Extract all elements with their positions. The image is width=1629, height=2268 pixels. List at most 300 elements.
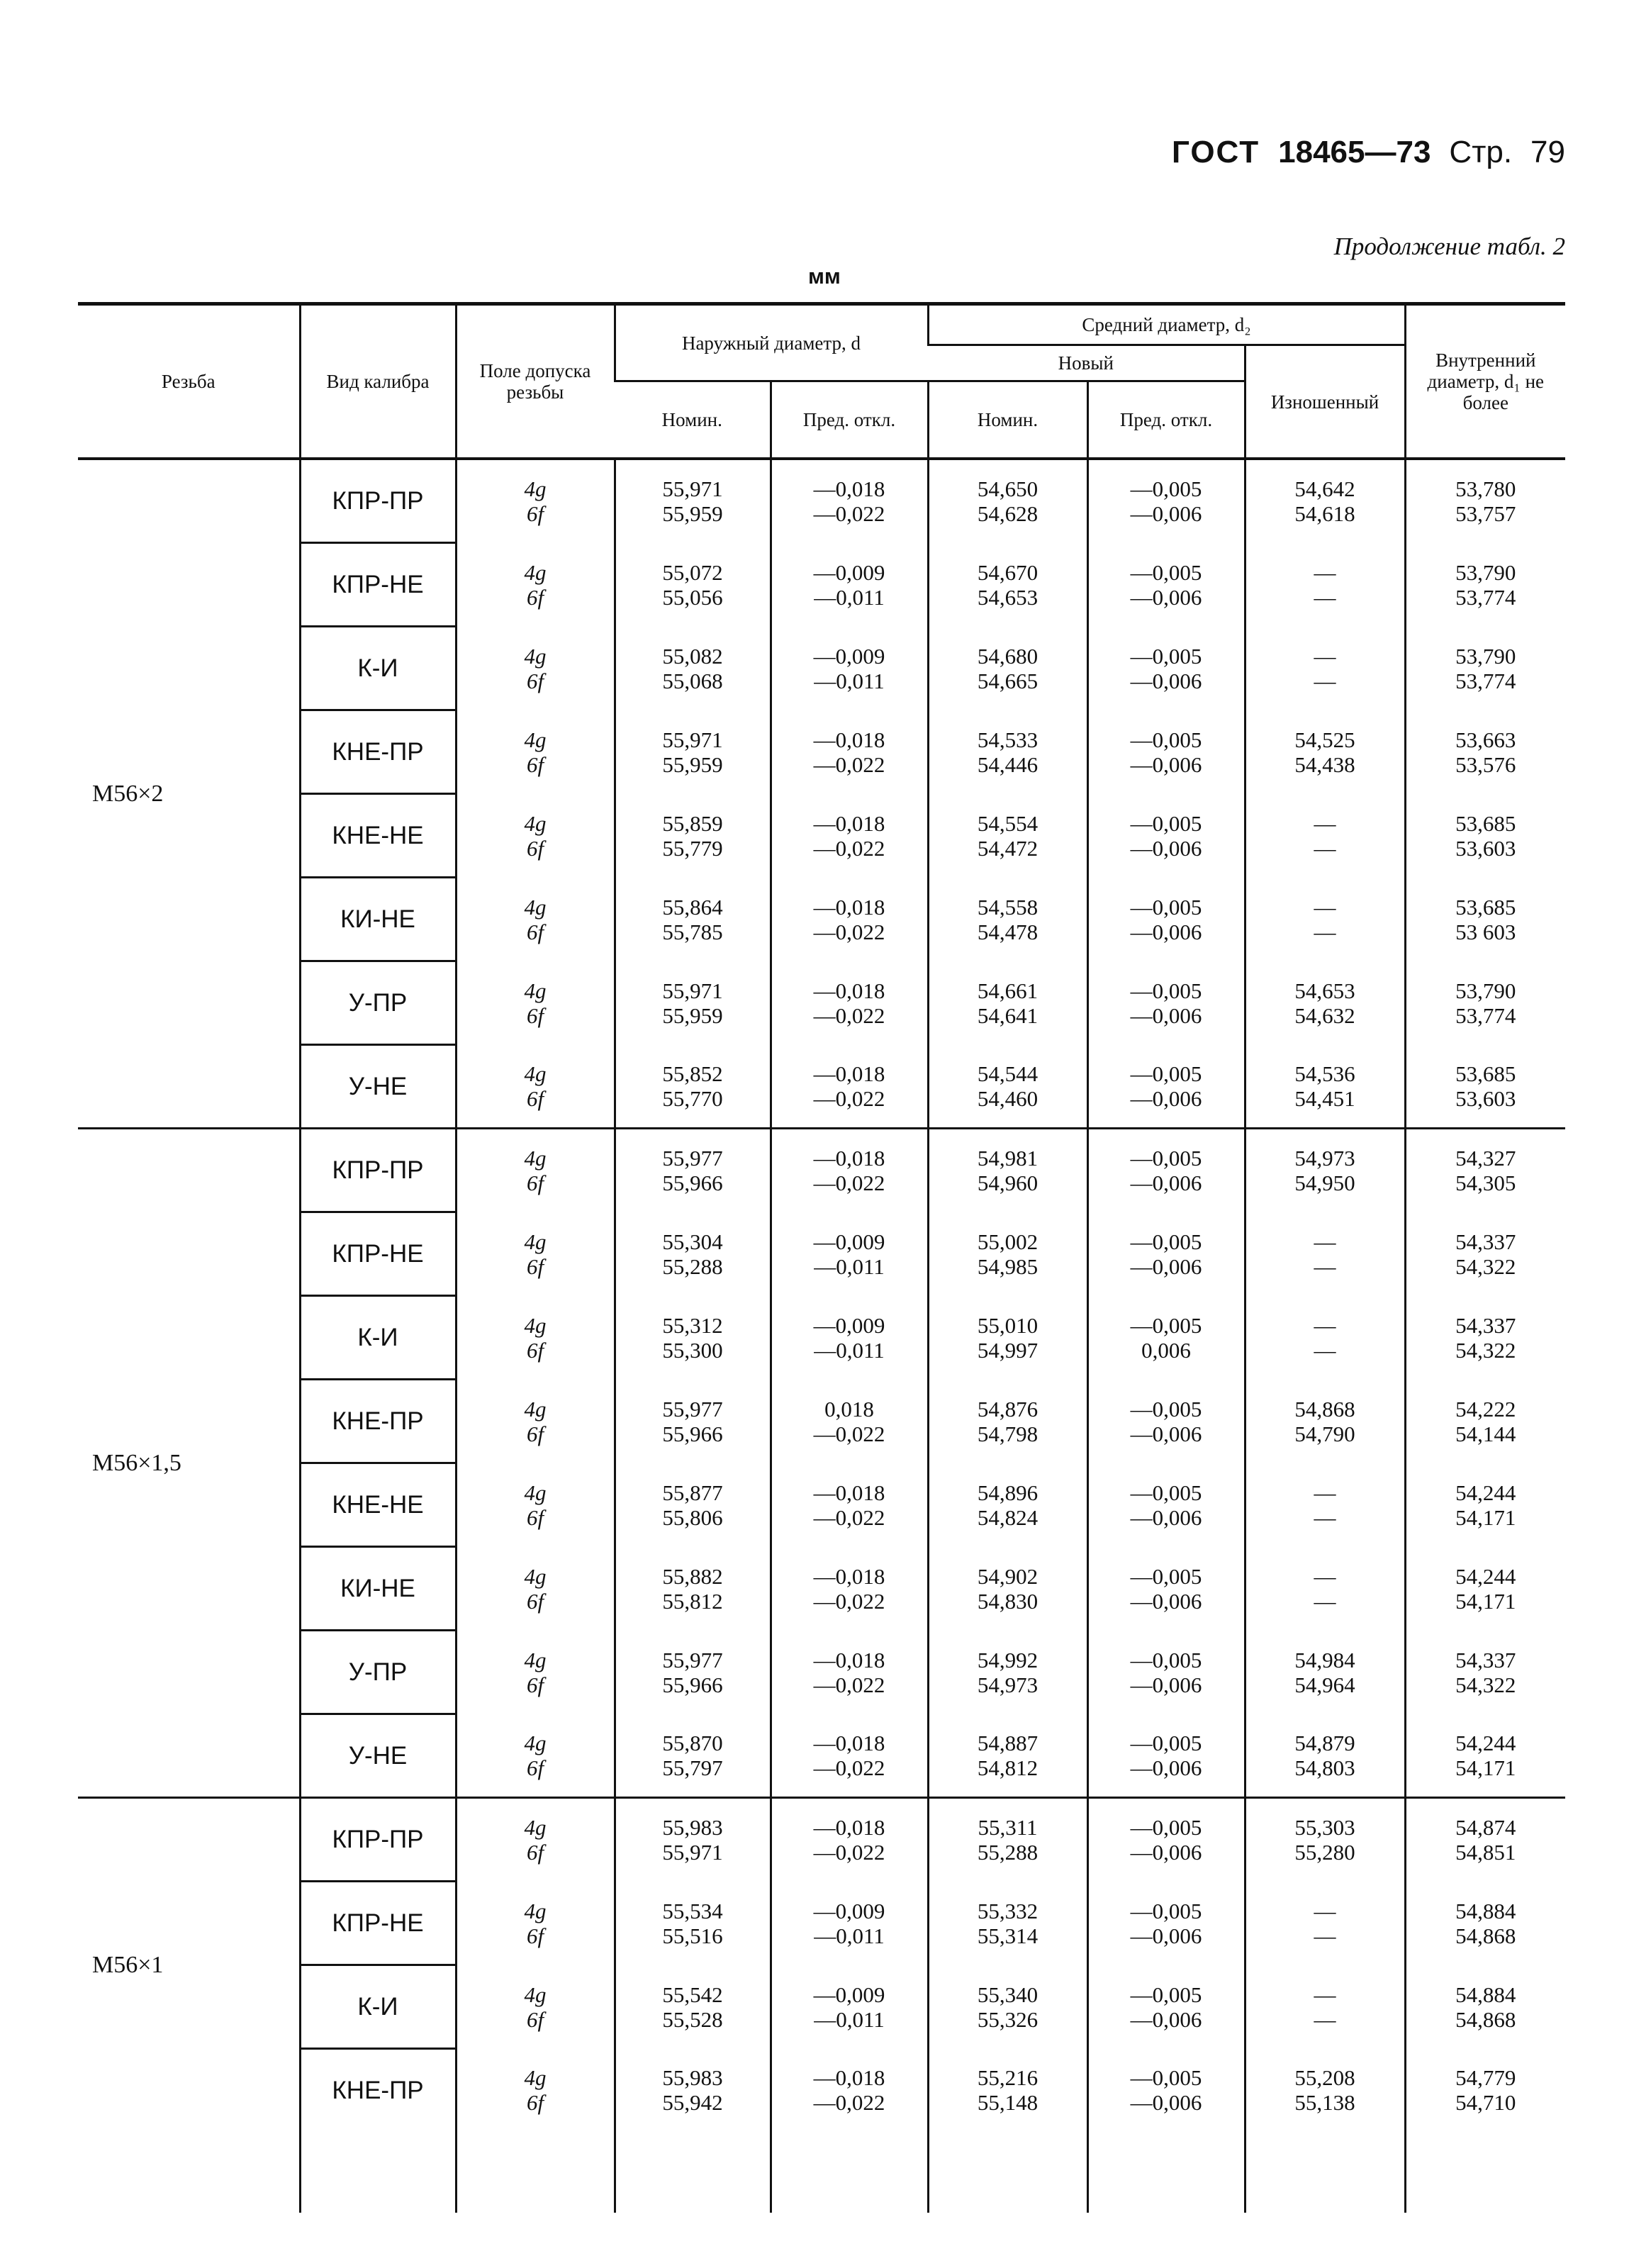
tolerance-field-value: 4g — [524, 1480, 547, 1505]
pitch-diameter-nominal-cell — [928, 1296, 1087, 1380]
pitch-diameter-worn-value: 54,879 — [1294, 1730, 1355, 1755]
table-row — [78, 1631, 1565, 1714]
pitch-diameter-nominal-cell — [928, 1045, 1087, 1129]
pitch-diameter-deviation-value: —0,005 — [1130, 1647, 1202, 1672]
table-row — [78, 1547, 1565, 1631]
outer-diameter-deviation-value: —0,022 — [813, 835, 885, 861]
outer-diameter-deviation-value: —0,018 — [813, 727, 885, 752]
outer-diameter-deviation-value: —0,022 — [813, 2089, 885, 2115]
tolerance-field-cell — [456, 2049, 615, 2132]
outer-diameter-deviation-value: —0,011 — [814, 1923, 885, 1948]
table-row — [78, 1380, 1565, 1463]
pitch-diameter-deviation-value: —0,006 — [1130, 1253, 1202, 1279]
pitch-diameter-nominal-cell — [928, 1714, 1087, 1798]
pitch-diameter-worn-value: — — [1314, 1312, 1336, 1338]
empty-cell — [1245, 2131, 1405, 2213]
pitch-diameter-deviation-value: —0,006 — [1130, 1002, 1202, 1028]
outer-diameter-nominal-cell — [615, 794, 771, 878]
pitch-diameter-worn-value: — — [1314, 1253, 1336, 1279]
pitch-diameter-deviation-value: —0,006 — [1130, 1923, 1202, 1948]
pitch-diameter-deviation-value: —0,006 — [1130, 2089, 1202, 2115]
table-continuation-note: Продолжение табл. 2 — [1333, 233, 1565, 260]
gauge-type: КИ-НЕ — [300, 1547, 456, 1631]
outer-diameter-deviation-value: —0,022 — [813, 1421, 885, 1446]
pitch-diameter-worn-value: 54,536 — [1294, 1061, 1355, 1086]
outer-diameter-deviation-value: —0,018 — [813, 2065, 885, 2090]
pitch-diameter-deviation-value: —0,005 — [1130, 1898, 1202, 1923]
pitch-diameter-nominal-value: 55,314 — [977, 1923, 1039, 1948]
pitch-diameter-deviation-value: —0,005 — [1130, 1229, 1202, 1254]
gauge-type: К-И — [300, 1965, 456, 2049]
inner-diameter-value: 53,685 — [1455, 1061, 1516, 1086]
gauge-type: КНЕ-НЕ — [300, 1463, 456, 1547]
tolerance-field-value: 4g — [524, 1146, 547, 1171]
units-label: мм — [808, 264, 841, 289]
pitch-diameter-deviation-cell — [1087, 1212, 1245, 1296]
pitch-diameter-nominal-value: 54,960 — [977, 1171, 1039, 1196]
pitch-diameter-worn-cell — [1245, 627, 1405, 710]
pitch-diameter-nominal-cell — [928, 627, 1087, 710]
outer-diameter-nominal-value: 55,534 — [662, 1898, 723, 1923]
gauge-type: У-НЕ — [300, 1045, 456, 1129]
pitch-diameter-nominal-value: 54,887 — [977, 1730, 1039, 1755]
pitch-diameter-nominal-value: 54,876 — [977, 1396, 1039, 1421]
tolerance-field-value: 4g — [524, 643, 547, 669]
pitch-diameter-deviation-value: —0,006 — [1130, 919, 1202, 944]
outer-diameter-deviation-cell — [771, 1129, 928, 1212]
outer-diameter-nominal-cell — [615, 2049, 771, 2132]
pitch-diameter-worn-value: — — [1314, 1588, 1336, 1614]
tolerance-field-cell — [456, 794, 615, 878]
inner-diameter-value: 54,779 — [1455, 2065, 1516, 2090]
outer-diameter-nominal-cell — [615, 459, 771, 543]
outer-diameter-deviation-value: —0,009 — [813, 1229, 885, 1254]
outer-diameter-nominal-value: 55,864 — [662, 894, 723, 920]
pitch-diameter-worn-value: 54,984 — [1294, 1647, 1355, 1672]
outer-diameter-nominal-value: 55,797 — [662, 1755, 723, 1780]
gauge-type: КНЕ-ПР — [300, 1380, 456, 1463]
outer-diameter-nominal-value: 55,516 — [662, 1923, 723, 1948]
pitch-diameter-deviation-cell — [1087, 794, 1245, 878]
outer-diameter-deviation-cell — [771, 543, 928, 627]
outer-diameter-deviation-cell — [771, 1547, 928, 1631]
tolerance-field-value: 6f — [526, 1923, 544, 1948]
gauge-type: КНЕ-ПР — [300, 2049, 456, 2132]
pitch-diameter-worn-value: 54,642 — [1294, 476, 1355, 502]
pitch-diameter-nominal-cell — [928, 1380, 1087, 1463]
pitch-diameter-nominal-cell — [928, 1463, 1087, 1547]
thread-size: М56×1,5 — [78, 1129, 300, 1798]
pitch-diameter-nominal-value: 55,216 — [977, 2065, 1039, 2090]
pitch-diameter-nominal-value: 55,288 — [977, 1840, 1039, 1865]
pitch-diameter-deviation-cell — [1087, 1380, 1245, 1463]
pitch-diameter-nominal-value: 54,680 — [977, 643, 1039, 669]
tolerance-field-cell — [456, 1380, 615, 1463]
pitch-diameter-worn-cell — [1245, 2049, 1405, 2132]
outer-diameter-deviation-value: —0,022 — [813, 1840, 885, 1865]
pitch-diameter-worn-value: 54,618 — [1294, 501, 1355, 527]
inner-diameter-value: 53,790 — [1455, 978, 1516, 1003]
outer-diameter-nominal-value: 55,882 — [662, 1563, 723, 1589]
outer-diameter-deviation-value: —0,009 — [813, 559, 885, 585]
outer-diameter-deviation-value: —0,018 — [813, 1480, 885, 1505]
pitch-diameter-deviation-value: —0,006 — [1130, 1421, 1202, 1446]
pitch-diameter-deviation-cell — [1087, 878, 1245, 961]
pitch-diameter-worn-value: 54,964 — [1294, 1672, 1355, 1697]
outer-diameter-nominal-value: 55,870 — [662, 1730, 723, 1755]
standard-number: 18465—73 — [1278, 135, 1431, 169]
outer-diameter-deviation-value: —0,022 — [813, 919, 885, 944]
outer-diameter-nominal-cell — [615, 1631, 771, 1714]
outer-diameter-deviation-value: —0,011 — [814, 668, 885, 693]
inner-diameter-value: 54,884 — [1455, 1898, 1516, 1923]
tolerance-field-value: 4g — [524, 1563, 547, 1589]
pitch-diameter-worn-cell — [1245, 543, 1405, 627]
pitch-diameter-nominal-value: 54,798 — [977, 1421, 1039, 1446]
tolerance-field-value: 6f — [526, 501, 544, 527]
pitch-diameter-worn-cell — [1245, 1463, 1405, 1547]
gauge-type: К-И — [300, 627, 456, 710]
outer-diameter-deviation-value: —0,022 — [813, 1672, 885, 1697]
empty-cell — [78, 2131, 300, 2213]
outer-diameter-nominal-value: 55,779 — [662, 835, 723, 861]
tolerance-field-cell — [456, 878, 615, 961]
outer-diameter-deviation-value: —0,009 — [813, 1312, 885, 1338]
outer-diameter-nominal-cell — [615, 1212, 771, 1296]
inner-diameter-value: 54,144 — [1455, 1421, 1516, 1446]
pitch-diameter-nominal-value: 54,812 — [977, 1755, 1039, 1780]
pitch-diameter-nominal-value: 54,896 — [977, 1480, 1039, 1505]
pitch-diameter-worn-value: 54,803 — [1294, 1755, 1355, 1780]
outer-diameter-nominal-value: 55,812 — [662, 1588, 723, 1614]
gauge-type: КПР-НЕ — [300, 543, 456, 627]
pitch-diameter-nominal-value: 55,326 — [977, 2006, 1039, 2032]
table-row — [78, 627, 1565, 710]
column-outer-nominal: Номин. — [661, 409, 722, 430]
pitch-diameter-worn-value: — — [1314, 559, 1336, 585]
pitch-diameter-nominal-value: 54,997 — [977, 1337, 1039, 1363]
outer-diameter-deviation-cell — [771, 2049, 928, 2132]
column-outer-deviation: Пред. откл. — [771, 381, 928, 458]
inner-diameter-value: 53,685 — [1455, 894, 1516, 920]
outer-diameter-nominal-value: 55,304 — [662, 1229, 723, 1254]
inner-diameter-value: 54,244 — [1455, 1730, 1516, 1755]
pitch-diameter-nominal-cell — [928, 459, 1087, 543]
table-row — [78, 1129, 1565, 1212]
table-row — [78, 1296, 1565, 1380]
outer-diameter-nominal-cell — [615, 1129, 771, 1212]
inner-diameter-value: 54,868 — [1455, 1923, 1516, 1948]
pitch-diameter-deviation-value: —0,006 — [1130, 584, 1202, 610]
gauge-type: У-ПР — [300, 961, 456, 1045]
pitch-diameter-deviation-value: —0,005 — [1130, 1730, 1202, 1755]
inner-diameter-cell — [1405, 627, 1565, 710]
outer-diameter-nominal-value: 55,942 — [662, 2089, 723, 2115]
tolerance-field-cell — [456, 627, 615, 710]
outer-diameter-deviation-value: —0,022 — [813, 1504, 885, 1530]
outer-diameter-deviation-value: —0,011 — [814, 2006, 885, 2032]
outer-diameter-nominal-value: 55,983 — [662, 2065, 723, 2090]
outer-diameter-nominal-value: 55,877 — [662, 1480, 723, 1505]
pitch-diameter-deviation-value: —0,005 — [1130, 476, 1202, 502]
pitch-diameter-deviation-cell — [1087, 1463, 1245, 1547]
pitch-diameter-nominal-value: 54,478 — [977, 919, 1039, 944]
pitch-diameter-worn-value: 54,438 — [1294, 752, 1355, 777]
pitch-diameter-worn-cell — [1245, 961, 1405, 1045]
outer-diameter-nominal-value: 55,082 — [662, 643, 723, 669]
tolerance-field-value: 6f — [526, 1840, 544, 1865]
tolerance-field-value: 6f — [526, 1588, 544, 1614]
tolerance-field-value: 6f — [526, 1253, 544, 1279]
column-tolerance-field: Поле допуска резьбы — [456, 304, 615, 458]
table-row — [78, 1714, 1565, 1798]
outer-diameter-nominal-value: 55,542 — [662, 1982, 723, 2007]
outer-diameter-deviation-value: —0,022 — [813, 1002, 885, 1028]
pitch-diameter-worn-cell — [1245, 1798, 1405, 1882]
page-number: 79 — [1530, 135, 1565, 169]
outer-diameter-deviation-value: 0,018 — [824, 1396, 874, 1421]
outer-diameter-nominal-value: 55,312 — [662, 1312, 723, 1338]
inner-diameter-value: 54,322 — [1455, 1337, 1516, 1363]
pitch-diameter-deviation-cell — [1087, 1129, 1245, 1212]
pitch-diameter-deviation-cell — [1087, 1714, 1245, 1798]
pitch-diameter-nominal-cell — [928, 1965, 1087, 2049]
pitch-diameter-worn-value: 54,868 — [1294, 1396, 1355, 1421]
tolerance-field-cell — [456, 1045, 615, 1129]
empty-cell — [1405, 2131, 1565, 2213]
pitch-diameter-worn-value: — — [1314, 1982, 1336, 2007]
pitch-diameter-deviation-value: —0,005 — [1130, 1312, 1202, 1338]
outer-diameter-deviation-cell — [771, 794, 928, 878]
outer-diameter-nominal-cell — [615, 1882, 771, 1965]
pitch-diameter-nominal-value: 54,670 — [977, 559, 1039, 585]
pitch-diameter-nominal-cell — [928, 1129, 1087, 1212]
gauge-type: КПР-ПР — [300, 1129, 456, 1212]
outer-diameter-deviation-cell — [771, 878, 928, 961]
pitch-diameter-deviation-value: —0,005 — [1130, 810, 1202, 836]
gauge-type: КПР-НЕ — [300, 1212, 456, 1296]
table-row — [78, 2049, 1565, 2132]
inner-diameter-cell — [1405, 1798, 1565, 1882]
inner-diameter-value: 54,244 — [1455, 1480, 1516, 1505]
pitch-diameter-nominal-value: 54,830 — [977, 1588, 1039, 1614]
inner-diameter-value: 53,603 — [1455, 835, 1516, 861]
pitch-diameter-deviation-cell — [1087, 710, 1245, 794]
pitch-diameter-deviation-value: —0,006 — [1130, 1085, 1202, 1111]
inner-diameter-cell — [1405, 1547, 1565, 1631]
empty-cell — [300, 2131, 456, 2213]
inner-diameter-value: 53,790 — [1455, 559, 1516, 585]
inner-diameter-cell — [1405, 878, 1565, 961]
outer-diameter-deviation-value: —0,011 — [814, 1337, 885, 1363]
pitch-diameter-deviation-cell — [1087, 1547, 1245, 1631]
outer-diameter-nominal-value: 55,959 — [662, 752, 723, 777]
outer-diameter-deviation-cell — [771, 627, 928, 710]
pitch-diameter-nominal-value: 54,650 — [977, 476, 1039, 502]
outer-diameter-nominal-value: 55,966 — [662, 1171, 723, 1196]
inner-diameter-cell — [1405, 1129, 1565, 1212]
pitch-diameter-deviation-cell — [1087, 1798, 1245, 1882]
pitch-diameter-deviation-cell — [1087, 961, 1245, 1045]
tolerance-field-cell — [456, 961, 615, 1045]
page-label: Стр. — [1449, 135, 1513, 169]
pitch-diameter-worn-value: — — [1314, 894, 1336, 920]
pitch-diameter-nominal-value: 54,472 — [977, 835, 1039, 861]
inner-diameter-cell — [1405, 2049, 1565, 2132]
pitch-diameter-nominal-value: 54,824 — [977, 1504, 1039, 1530]
outer-diameter-nominal-value: 55,072 — [662, 559, 723, 585]
outer-diameter-nominal-cell — [615, 1463, 771, 1547]
inner-diameter-value: 54,337 — [1455, 1647, 1516, 1672]
gauge-type: КНЕ-ПР — [300, 710, 456, 794]
inner-diameter-cell — [1405, 1212, 1565, 1296]
outer-diameter-nominal-value: 55,977 — [662, 1146, 723, 1171]
pitch-diameter-worn-value: — — [1314, 835, 1336, 861]
inner-diameter-value: 54,222 — [1455, 1396, 1516, 1421]
table-row — [78, 543, 1565, 627]
inner-diameter-cell — [1405, 1045, 1565, 1129]
pitch-diameter-deviation-cell — [1087, 627, 1245, 710]
inner-diameter-value: 54,171 — [1455, 1504, 1516, 1530]
table-body — [78, 459, 1565, 2213]
inner-diameter-value: 54,244 — [1455, 1563, 1516, 1589]
tolerance-field-value: 6f — [526, 1337, 544, 1363]
tolerance-field-cell — [456, 1965, 615, 2049]
column-new: Новый — [928, 345, 1245, 381]
outer-diameter-nominal-value: 55,852 — [662, 1061, 723, 1086]
pitch-diameter-nominal-value: 54,554 — [977, 810, 1039, 836]
table-row — [78, 1965, 1565, 2049]
outer-diameter-nominal-value: 55,959 — [662, 1002, 723, 1028]
pitch-diameter-deviation-value: —0,006 — [1130, 2006, 1202, 2032]
outer-diameter-nominal-value: 55,859 — [662, 810, 723, 836]
pitch-diameter-nominal-cell — [928, 710, 1087, 794]
page-header — [1172, 135, 1565, 170]
inner-diameter-value: 54,874 — [1455, 1815, 1516, 1840]
column-pitch-deviation: Пред. откл. — [1087, 381, 1245, 458]
outer-diameter-nominal-value: 55,300 — [662, 1337, 723, 1363]
pitch-diameter-worn-cell — [1245, 1882, 1405, 1965]
pitch-diameter-nominal-value: 54,992 — [977, 1647, 1039, 1672]
inner-diameter-value: 54,851 — [1455, 1840, 1516, 1865]
tolerance-field-cell — [456, 710, 615, 794]
outer-diameter-nominal-value: 55,528 — [662, 2006, 723, 2032]
inner-diameter-cell — [1405, 1631, 1565, 1714]
outer-diameter-nominal-value: 55,977 — [662, 1647, 723, 1672]
inner-diameter-cell — [1405, 1380, 1565, 1463]
outer-diameter-deviation-value: —0,018 — [813, 476, 885, 502]
pitch-diameter-worn-value: — — [1314, 1480, 1336, 1505]
pitch-diameter-deviation-value: —0,006 — [1130, 501, 1202, 527]
tolerance-field-value: 4g — [524, 1898, 547, 1923]
inner-diameter-value: 53,790 — [1455, 643, 1516, 669]
inner-diameter-value: 53,757 — [1455, 501, 1516, 527]
pitch-diameter-deviation-value: —0,006 — [1130, 668, 1202, 693]
inner-diameter-value: 54,327 — [1455, 1146, 1516, 1171]
pitch-diameter-deviation-value: —0,005 — [1130, 1982, 1202, 2007]
outer-diameter-nominal-value: 55,288 — [662, 1253, 723, 1279]
thread-size: М56×2 — [92, 781, 164, 807]
table-row — [78, 710, 1565, 794]
tolerance-field-value: 6f — [526, 919, 544, 944]
pitch-diameter-deviation-value: —0,005 — [1130, 1480, 1202, 1505]
pitch-diameter-deviation-value: —0,005 — [1130, 2065, 1202, 2090]
inner-diameter-value: 54,171 — [1455, 1755, 1516, 1780]
inner-diameter-cell — [1405, 543, 1565, 627]
pitch-diameter-worn-cell — [1245, 1631, 1405, 1714]
pitch-diameter-nominal-cell — [928, 961, 1087, 1045]
pitch-diameter-worn-value: 55,303 — [1294, 1815, 1355, 1840]
table-row — [78, 1882, 1565, 1965]
tolerance-field-value: 4g — [524, 978, 547, 1003]
inner-diameter-value: 53,774 — [1455, 1002, 1516, 1028]
outer-diameter-nominal-cell — [615, 1380, 771, 1463]
pitch-diameter-nominal-cell — [928, 794, 1087, 878]
outer-diameter-nominal-cell — [615, 1714, 771, 1798]
pitch-diameter-nominal-value: 55,332 — [977, 1898, 1039, 1923]
pitch-diameter-worn-value: — — [1314, 1563, 1336, 1589]
outer-diameter-deviation-value: —0,018 — [813, 810, 885, 836]
outer-diameter-deviation-cell — [771, 710, 928, 794]
tolerance-field-value: 4g — [524, 1647, 547, 1672]
pitch-diameter-worn-cell — [1245, 1965, 1405, 2049]
inner-diameter-value: 54,868 — [1455, 2006, 1516, 2032]
tolerance-field-value: 4g — [524, 1396, 547, 1421]
outer-diameter-deviation-cell — [771, 459, 928, 543]
pitch-diameter-worn-cell — [1245, 1714, 1405, 1798]
outer-diameter-deviation-value: —0,009 — [813, 1898, 885, 1923]
tolerance-field-value: 6f — [526, 1421, 544, 1446]
inner-diameter-value: 54,337 — [1455, 1312, 1516, 1338]
inner-diameter-value: 53,663 — [1455, 727, 1516, 752]
outer-diameter-deviation-value: —0,022 — [813, 501, 885, 527]
outer-diameter-nominal-cell — [615, 627, 771, 710]
inner-diameter-value: 54,710 — [1455, 2089, 1516, 2115]
pitch-diameter-deviation-value: —0,006 — [1130, 1672, 1202, 1697]
outer-diameter-deviation-value: —0,011 — [814, 584, 885, 610]
outer-diameter-deviation-cell — [771, 1045, 928, 1129]
pitch-diameter-nominal-value: 55,311 — [978, 1815, 1038, 1840]
gauge-type: К-И — [300, 1296, 456, 1380]
table-row — [78, 1045, 1565, 1129]
pitch-diameter-deviation-cell — [1087, 1631, 1245, 1714]
tolerance-field-value: 6f — [526, 1755, 544, 1780]
pitch-diameter-nominal-cell — [928, 878, 1087, 961]
inner-diameter-value: 54,884 — [1455, 1982, 1516, 2007]
tolerance-field-value: 4g — [524, 2065, 547, 2090]
outer-diameter-nominal-value: 55,966 — [662, 1672, 723, 1697]
table-row — [78, 961, 1565, 1045]
pitch-diameter-nominal-value: 55,148 — [977, 2089, 1039, 2115]
outer-diameter-nominal-cell — [615, 1045, 771, 1129]
pitch-diameter-nominal-cell — [928, 1882, 1087, 1965]
outer-diameter-deviation-cell — [771, 1212, 928, 1296]
pitch-diameter-worn-cell — [1245, 878, 1405, 961]
inner-diameter-cell — [1405, 1882, 1565, 1965]
tolerance-field-value: 4g — [524, 1229, 547, 1254]
pitch-diameter-deviation-cell — [1087, 2049, 1245, 2132]
column-inner-diameter: Внутренний диаметр, d₁ не более — [1405, 304, 1565, 458]
pitch-diameter-worn-value: 55,208 — [1294, 2065, 1355, 2090]
outer-diameter-nominal-value: 55,056 — [662, 584, 723, 610]
pitch-diameter-deviation-value: —0,005 — [1130, 894, 1202, 920]
table-row — [78, 1212, 1565, 1296]
tolerance-field-cell — [456, 1296, 615, 1380]
pitch-diameter-deviation-value: —0,006 — [1130, 835, 1202, 861]
pitch-diameter-worn-value: — — [1314, 584, 1336, 610]
pitch-diameter-nominal-value: 54,641 — [977, 1002, 1039, 1028]
gauge-type: КНЕ-НЕ — [300, 794, 456, 878]
